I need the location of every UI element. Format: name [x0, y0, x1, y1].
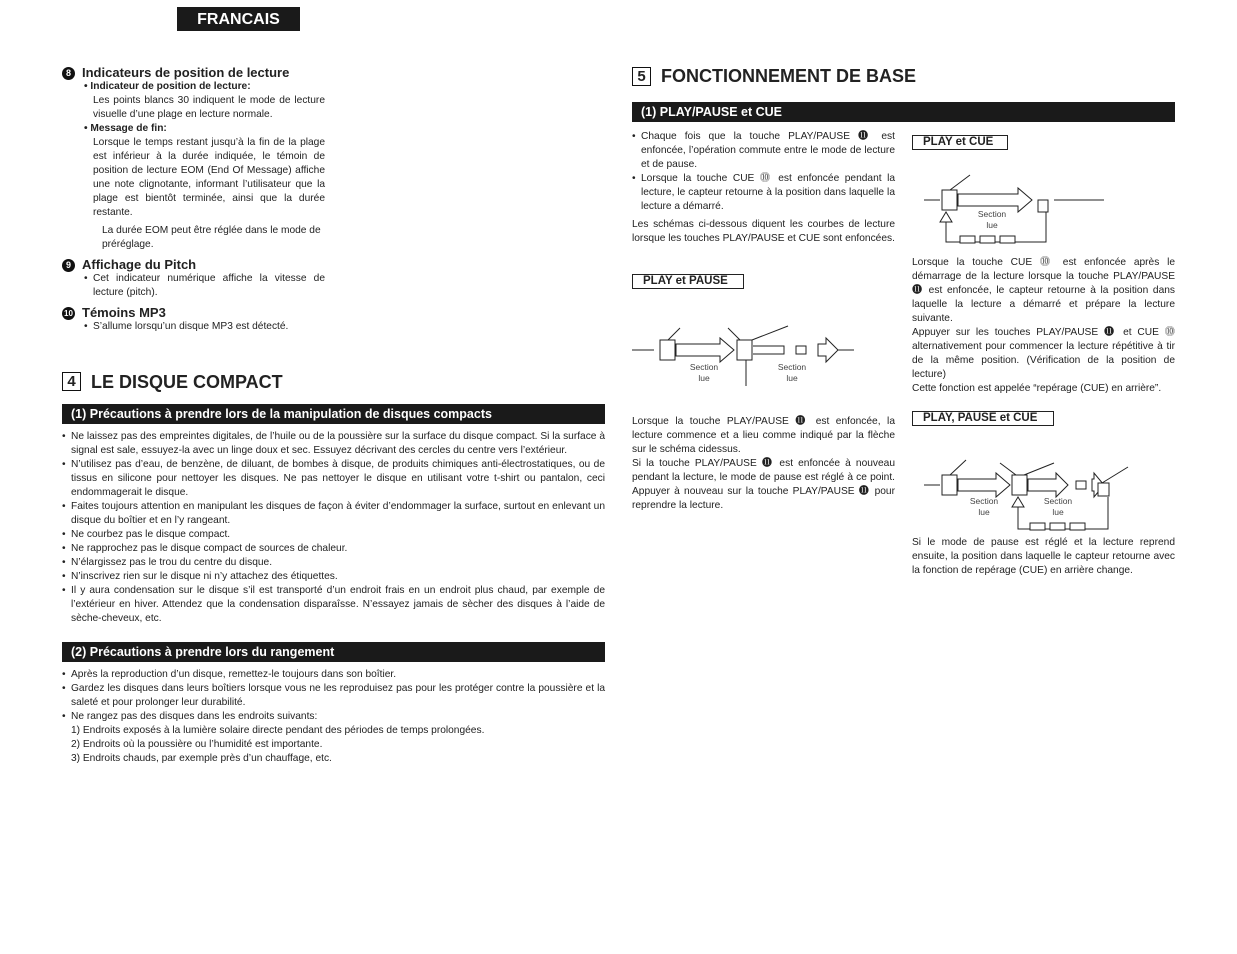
section-5-subbar: (1) PLAY/PAUSE et CUE: [632, 102, 1175, 122]
section-number: 4: [62, 372, 81, 391]
paragraph: Lorsque la touche PLAY/PAUSE ⓫ est enfoncée, la lecture commence et a lieu comme indiqué par la flèche sur le schéma cidessus.: [632, 416, 895, 455]
sub-label: • Message de fin:: [84, 123, 167, 134]
list-item: • Ne rapprochez pas le disque compact de sources de chaleur.: [62, 542, 605, 556]
return-arrow-icon: [940, 212, 952, 222]
forward-arrow-icon: [818, 338, 838, 362]
list-item: • Après la reproduction d’un disque, remettez-le toujours dans son boîtier.: [62, 668, 605, 682]
list-item: • Lorsque la touche CUE ⓾ est enfoncée pendant la lecture, le capteur retourne à la position dans laquelle la lecture a démarré.: [632, 172, 895, 214]
section-4-heading: [62, 372, 605, 391]
language-tab: FRANCAIS: [177, 7, 300, 31]
start-position-marker: [942, 190, 957, 210]
section-number: 5: [632, 67, 651, 86]
section-label: lue: [786, 373, 798, 383]
list-item: • Ne courbez pas le disque compact.: [62, 528, 605, 542]
section-label: lue: [986, 220, 998, 230]
play-arrow-icon: [958, 473, 1010, 497]
note-text: La durée EOM peut être réglée dans le mode de préréglage.: [102, 225, 321, 250]
paragraph: Si la touche PLAY/PAUSE ⓫ est enfoncée à nouveau pendant la lecture, le mode de pause est réglé à ce point. Appuyer à nouveau sur la touche PLAY/PAUSE ⓫ pour reprendre la lecture.: [632, 458, 895, 511]
section-4-title: LE DISQUE COMPACT: [91, 371, 283, 392]
subsection-2-bar: (2) Précautions à prendre lors du rangement: [62, 642, 605, 662]
item-10-title: Témoins MP3: [82, 305, 166, 320]
return-arrow-icon: [1012, 497, 1024, 507]
subsection-1-bar: (1) Précautions à prendre lors de la manipulation de disques compacts: [62, 404, 605, 424]
play-arrow-icon: [676, 338, 734, 362]
list-item: • Gardez les disques dans leurs boîtiers lorsque vous ne les reproduisez pas pour les protéger contre la poussière et la saleté et pour prolonger leur durabilité.: [62, 682, 605, 710]
item-10-text: • S’allume lorsqu’un disque MP3 est détecté.: [84, 320, 605, 334]
section-5-title: FONCTIONNEMENT DE BASE: [661, 66, 917, 86]
section-label: lue: [1052, 507, 1064, 517]
item-8-heading: [62, 66, 605, 80]
list-item: • Faites toujours attention en manipulant les disques de façon à éviter d’endommager la surface, surtout en enlevant un disque du boîtier et en l’y rangeant.: [62, 500, 605, 528]
sub-text: Lorsque le temps restant jusqu’à la fin de la plage est inférieur à la durée indiquée, le témoin de position de lecture EOM (End Of Message) affiche une note clignotante, informant l’utilisateur que la plage est bientôt terminée, ainsi que la durée restante.: [93, 137, 325, 218]
pause-position-marker: [737, 340, 752, 360]
item-number-badge: 8: [62, 67, 75, 80]
cue-position-marker: [1038, 200, 1048, 212]
start-position-marker: [660, 340, 675, 360]
play-pause-diagram: [632, 320, 862, 390]
paragraph: Si le mode de pause est réglé et la lecture reprend ensuite, la position dans laquelle le capteur retourne avec la fonction de repérage (CUE) en arrière change.: [912, 537, 1175, 576]
play-pause-cue-diagram: [912, 455, 1142, 535]
play-arrow-icon: [1028, 473, 1068, 497]
section-label: Section: [977, 209, 1007, 219]
list-item: • Ne laissez pas des empreintes digitales, de l’huile ou de la poussière sur la surface du disque compact. Si la surface à signal est sale, essuyez-la avec un linge doux et sec. Essuyez décrivant des cercles du centre vers l’extérieur.: [62, 430, 605, 458]
diagram-2-label: PLAY et CUE: [912, 135, 1008, 150]
paragraph: Appuyer sur les touches PLAY/PAUSE ⓫ et CUE ⓾ alternativement pour commencer la lecture répétitive à tir de la même position. (Vérification de la position de lecture): [912, 327, 1175, 380]
section-label: Section: [1043, 496, 1073, 506]
item-number-badge: 9: [62, 259, 75, 272]
list-item: 1) Endroits exposés à la lumière solaire directe pendant des périodes de temps prolongées.: [71, 725, 485, 736]
handling-list: [62, 430, 605, 626]
item-8-title: Indicateurs de position de lecture: [82, 65, 290, 80]
start-position-marker: [942, 475, 957, 495]
paragraph: Cette fonction est appelée “repérage (CUE) en arrière”.: [912, 383, 1162, 394]
section-5-left-column: [632, 130, 895, 246]
sub-text: Les points blancs 30 indiquent le mode de lecture visuelle d’une plage en lecture normale.: [93, 95, 325, 120]
play-cue-diagram: [912, 170, 1112, 250]
section-label: lue: [978, 507, 990, 517]
list-item: • N’utilisez pas d’eau, de benzène, de diluant, de bombes à disque, de produits chimiques anti-électrostatiques, ou de tissus en silicone pour nettoyer les disques. Ne pas nettoyer le disque en utilisant votre t-shirt ou pantalon, ceci endommagerait le disque.: [62, 458, 605, 500]
intro-text: Les schémas ci-dessous diquent les courbes de lecture lorsque les touches PLAY/PAUSE et CUE sont enfoncées.: [632, 219, 895, 244]
item-number-badge: 10: [62, 307, 75, 320]
list-item: • Ne rangez pas des disques dans les endroits suivants:: [62, 710, 605, 724]
item-8-body: [84, 80, 325, 252]
sub-label: • Indicateur de position de lecture:: [84, 81, 251, 92]
section-label: Section: [969, 496, 999, 506]
list-item: 3) Endroits chauds, par exemple près d’un chauffage, etc.: [71, 753, 332, 764]
list-item: • Chaque fois que la touche PLAY/PAUSE ⓫ est enfoncée, l’opération commute entre le mode de lecture et de pause.: [632, 130, 895, 172]
left-column: [62, 66, 605, 766]
list-item: • N’inscrivez rien sur le disque ni n’y attachez des étiquettes.: [62, 570, 605, 584]
paragraph: Lorsque la touche CUE ⓾ est enfoncée après le démarrage de la lecture lorsque la touche PLAY/PAUSE ⓫ est enfoncée, le capteur retourne à la position dans laquelle la lecture a démarré et prépare la lecture suivante.: [912, 257, 1175, 324]
list-item: 2) Endroits où la poussière ou l’humidité est importante.: [71, 739, 323, 750]
item-9-title: Affichage du Pitch: [82, 257, 197, 272]
cue-position-marker: [1098, 483, 1109, 496]
section-label: Section: [689, 362, 719, 372]
storage-list: [62, 668, 605, 766]
diagram-3-label: PLAY, PAUSE et CUE: [912, 411, 1054, 426]
list-item: • Il y aura condensation sur le disque s’il est transporté d’un endroit frais en un endroit plus chaud, par exemple de l’extérieur en hiver. Attendez que la condensation disparaîsse. N’essayez jamais de sècher des disques à l’aide de sèche-cheveux, etc.: [62, 584, 605, 626]
section-5-right-column: [912, 256, 1175, 396]
indicator-icon: [796, 346, 806, 354]
section-5-heading: [632, 66, 916, 87]
section-5-left-column-2: [632, 415, 895, 513]
item-9-heading: [62, 258, 605, 272]
diagram-1-label: PLAY et PAUSE: [632, 274, 744, 289]
section-5-right-column-2: [912, 536, 1175, 578]
pause-position-marker: [1012, 475, 1027, 495]
item-10-heading: [62, 306, 605, 320]
list-item: • N’élargissez pas le trou du centre du disque.: [62, 556, 605, 570]
section-label: Section: [777, 362, 807, 372]
section-label: lue: [698, 373, 710, 383]
item-9-text: • Cet indicateur numérique affiche la vitesse de lecture (pitch).: [84, 272, 325, 300]
